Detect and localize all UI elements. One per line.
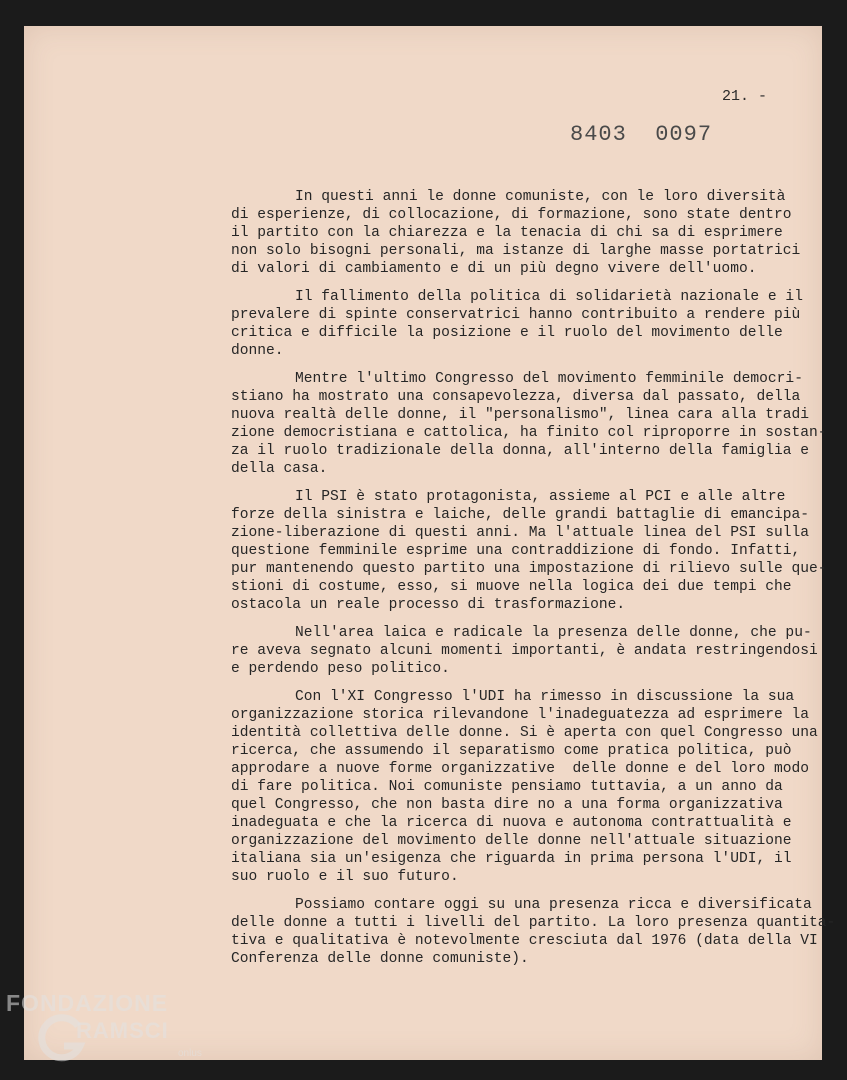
- text-line: re aveva segnato alcuni momenti importanti, è andata restringendosi: [231, 643, 818, 659]
- text-line: Conferenza delle donne comuniste).: [231, 951, 529, 967]
- paragraph: [231, 624, 818, 678]
- text-line: suo ruolo e il suo futuro.: [231, 869, 459, 885]
- paragraph: [231, 188, 801, 278]
- paragraph: [231, 688, 818, 886]
- fondazione-gramsci-watermark: [6, 990, 216, 1070]
- text-line: identità collettiva delle donne. Si è aperta con quel Congresso una: [231, 725, 818, 741]
- text-line: prevalere di spinte conservatrici hanno contribuito a rendere più: [231, 307, 801, 323]
- text-line: organizzazione storica rilevandone l'inadeguatezza ad esprimere la: [231, 707, 810, 723]
- text-line: nuova realtà delle donne, il "personalismo", linea cara alla tradi: [231, 407, 810, 423]
- paragraph: [231, 896, 836, 968]
- text-line: e perdendo peso politico.: [231, 661, 450, 677]
- page-number: 21. -: [722, 88, 768, 105]
- text-line: non solo bisogni personali, ma istanze di larghe masse portatrici: [231, 243, 801, 259]
- archive-stamp-number: 8403 0097: [570, 122, 713, 147]
- text-line: inadeguata e che la ricerca di nuova e autonoma contrattualità e: [231, 815, 792, 831]
- text-line: forze della sinistra e laiche, delle grandi battaglie di emancipa-: [231, 507, 810, 523]
- text-line: stioni di costume, esso, si muove nella logica dei due tempi che: [231, 579, 792, 595]
- paragraph: [231, 488, 827, 614]
- text-line: quel Congresso, che non basta dire no a una forma organizzativa: [231, 797, 783, 813]
- document-body: [231, 188, 836, 978]
- text-line: il partito con la chiarezza e la tenacia di chi sa di esprimere: [231, 225, 783, 241]
- text-line: critica e difficile la posizione e il ruolo del movimento delle: [231, 325, 783, 341]
- text-line: zione-liberazione di questi anni. Ma l'attuale linea del PSI sulla: [231, 525, 810, 541]
- text-line: za il ruolo tradizionale della donna, all'interno della famiglia e: [231, 443, 810, 459]
- watermark-line-1: FONDAZIONE: [6, 990, 169, 1016]
- watermark-line-2: RAMSCI: [76, 1018, 169, 1043]
- text-line: ostacola un reale processo di trasformazione.: [231, 597, 626, 613]
- text-line: organizzazione del movimento delle donne nell'attuale situazione: [231, 833, 792, 849]
- text-line: delle donne a tutti i livelli del partito. La loro presenza quantita-: [231, 915, 836, 931]
- text-line: della casa.: [231, 461, 328, 477]
- text-line: italiana sia un'esigenza che riguarda in prima persona l'UDI, il: [231, 851, 792, 867]
- text-line: zione democristiana e cattolica, ha finito col riproporre in sostan-: [231, 425, 827, 441]
- text-line: Il fallimento della politica di solidarietà nazionale e il: [295, 289, 803, 305]
- text-line: Mentre l'ultimo Congresso del movimento femminile democri-: [295, 371, 803, 387]
- text-line: approdare a nuove forme organizzative delle donne e del loro modo: [231, 761, 810, 777]
- text-line: Con l'XI Congresso l'UDI ha rimesso in discussione la sua: [295, 689, 795, 705]
- text-line: di valori di cambiamento e di un più degno vivere dell'uomo.: [231, 261, 757, 277]
- text-line: Possiamo contare oggi su una presenza ricca e diversificata: [295, 897, 812, 913]
- text-line: donne.: [231, 343, 284, 359]
- watermark-line-3: onlus: [178, 1048, 202, 1059]
- text-line: tiva e qualitativa è notevolmente cresciuta dal 1976 (data della VI: [231, 933, 818, 949]
- text-line: Nell'area laica e radicale la presenza delle donne, che pu-: [295, 625, 812, 641]
- paragraph: [231, 288, 803, 360]
- text-line: stiano ha mostrato una consapevolezza, diversa dal passato, della: [231, 389, 801, 405]
- text-line: di fare politica. Noi comuniste pensiamo tuttavia, a un anno da: [231, 779, 783, 795]
- text-line: In questi anni le donne comuniste, con le loro diversità: [295, 189, 786, 205]
- text-line: di esperienze, di collocazione, di formazione, sono state dentro: [231, 207, 792, 223]
- text-line: pur mantenendo questo partito una impostazione di rilievo sulle que-: [231, 561, 827, 577]
- paragraph: [231, 370, 827, 478]
- text-line: Il PSI è stato protagonista, assieme al PCI e alle altre: [295, 489, 786, 505]
- text-line: questione femminile esprime una contraddizione di fondo. Infatti,: [231, 543, 801, 559]
- text-line: ricerca, che assumendo il separatismo come pratica politica, può: [231, 743, 792, 759]
